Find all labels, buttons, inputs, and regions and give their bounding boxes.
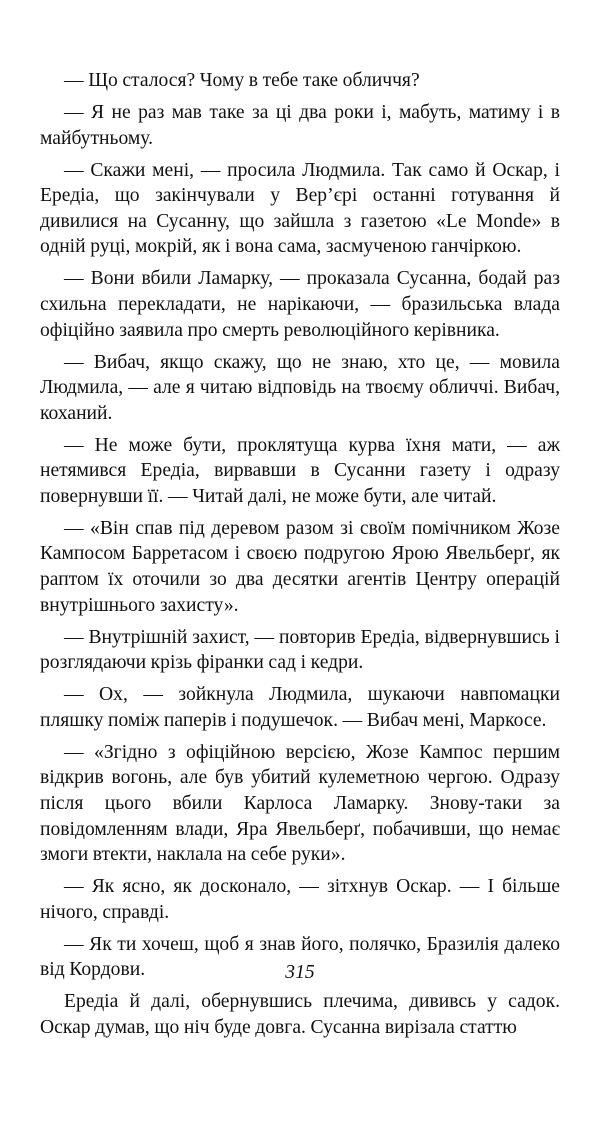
paragraph: — Ох, — зойкнула Людмила, шукаючи навпомацки пляшку поміж паперів і подушечок. — Вибач мені, Маркосе. — [40, 684, 560, 731]
paragraph: — «Згідно з офіційною версією, Жозе Кампос першим відкрив вогонь, але був убитий кулеметною чергою. Одразу після цього вбили Карлоса Ламарку. Знову-таки за повідомленням влади, Яра Явельберґ, побачивши, що немає змоги втекти, наклала на себе руки». — [40, 741, 560, 866]
paragraph: Ередіа й далі, обернувшись плечима, дививсь у садок. Оскар думав, що ніч буде довга. Сусанна вирізала статтю — [40, 991, 560, 1038]
paragraph: — Скажи мені, — просила Людмила. Так само й Оскар, і Ередіа, що закінчували у Вер’єрі останні готування й дивилися на Сусанну, що зайшла з газетою «Le Monde» в одній руці, мокрій, як і вона сама, засмученою ганчіркою. — [40, 159, 560, 258]
paragraph: — Вибач, якщо скажу, що не знаю, хто це, — мовила Людмила, — але я читаю відповідь на твоєму обличчі. Вибач, коханий. — [40, 351, 560, 424]
paragraph: — Вони вбили Ламарку, — проказала Сусанна, бодай раз схильна перекладати, не нарікаючи, — бразильська влада офіційно заявила про смерть революційного керівника. — [40, 268, 560, 341]
paragraph: — Що сталося? Чому в тебе таке обличчя? — [64, 70, 420, 91]
paragraph: — Внутрішній захист, — повторив Ередіа, відвернувшись і розглядаючи крізь фіранки сад і кедри. — [40, 626, 560, 674]
paragraph: — Я не раз мав таке за ці два роки і, мабуть, матиму і в майбутньому. — [40, 101, 560, 149]
page-number: 315 — [285, 962, 315, 983]
paragraph: — Не може бути, проклятуща курва їхня мати, — аж нетямився Ередіа, вирвавши в Сусанни газету і одразу повернувши її. — Читай далі, не може бути, але читай. — [40, 434, 560, 507]
paragraph: — «Він спав під деревом разом зі своїм помічником Жозе Кампосом Барретасом і своєю подругою Ярою Явельберґ, як раптом їх оточили зо два десятки агентів Центру операцій внутрішнього захисту». — [40, 517, 560, 616]
paragraph: — Як ясно, як досконало, — зітхнув Оскар. — І більше нічого, справді. — [40, 876, 560, 923]
page-text — [40, 68, 560, 1047]
paragraph: — Як ти хочеш, щоб я знав його, полячко, Бразилія далеко від Кордови. — [40, 933, 560, 981]
